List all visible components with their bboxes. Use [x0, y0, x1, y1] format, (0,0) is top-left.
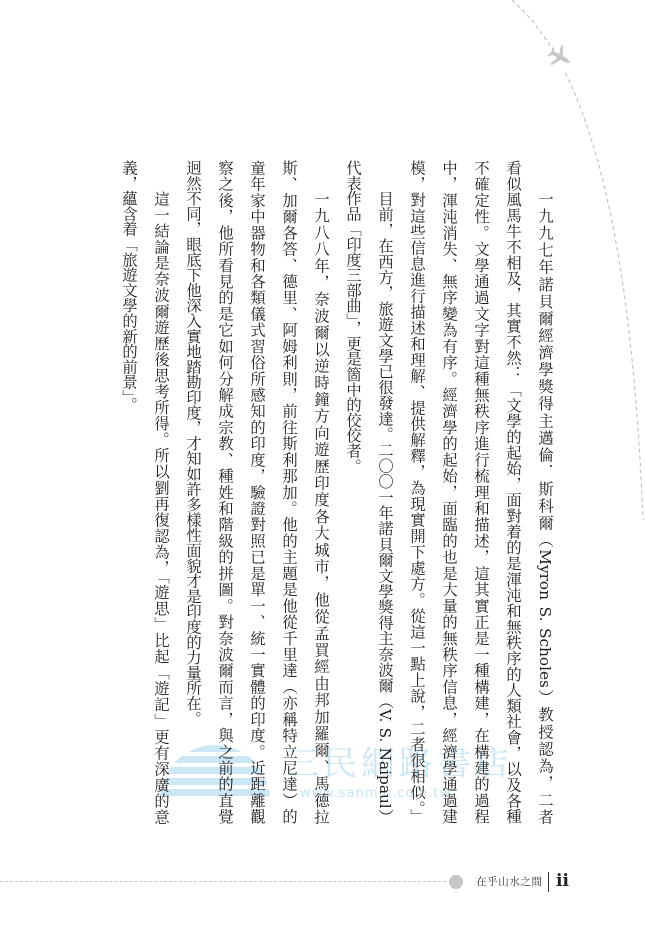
paragraph: [113, 160, 177, 824]
text-line: 代表作品「印度三部曲」，更是箇中的佼佼者。: [344, 160, 362, 474]
text-line: 童年家中器物和各類儀式習俗所感知的印度，驗證對照已是單一、統一實體的印度。近距離觀: [248, 160, 266, 824]
watermark-url: www.sanmin.com.tw: [300, 786, 452, 801]
text-line: 一九八八年，奈波爾以逆時鐘方向遊歷印度各大城市，他從孟買經由邦加羅爾、馬德拉: [312, 190, 330, 824]
airplane-icon: [541, 38, 579, 76]
text-line: 斯、加爾各答、德里、阿姆利則，前往斯利那加。他的主題是他從千里達（亦稱特立尼達）的: [280, 160, 298, 824]
text-line: 一九九七年諾貝爾經濟學獎得主邁倫．斯科爾（Myron S. Scholes）教授認為，二者: [536, 190, 554, 824]
paragraph: [401, 160, 561, 824]
text-line: 目前，在西方，旅遊文學已很發達。二〇〇一年諾貝爾文學獎得主奈波爾（V. S. Naipaul）: [376, 190, 394, 824]
text-line: 模，對這些信息進行描述和理解、提供解釋，為現實開下處方。從這一點上說，二者很相似。」: [408, 160, 426, 824]
page-number: ii: [556, 871, 569, 891]
text-line: 義，蘊含着「旅遊文學的新的前景」。: [120, 160, 138, 413]
footer-separator: [548, 872, 549, 892]
paragraph: [177, 160, 337, 824]
paragraph: [337, 160, 401, 824]
text-line: 不確定性。文學通過文字對這種無秩序進行梳理和描述，這其實正是一種構建，在構建的過程: [472, 160, 490, 824]
body-text: [113, 160, 561, 824]
text-line: 迥然不同，眼底下他深入實地踏勘印度，才知如許多樣性面貌才是印度的力量所在。: [184, 160, 202, 727]
text-line: 中，渾沌消失、無序變為有序。經濟學的起始，面臨的也是大量的無秩序信息，經濟學通過建: [440, 160, 458, 824]
text-line: 這一結論是奈波爾遊歷後思考所得。所以劉再復認為，「遊思」比起「遊記」更有深廣的意: [152, 190, 170, 824]
text-line: 察之後，他所看見的是它如何分解成宗教、種姓和階級的拼圖。對奈波爾而言，與之前的直覺: [216, 160, 234, 824]
text-line: 看似風馬牛不相及，其實不然：「文學的起始，面對着的是渾沌和無秩序的人類社會，以及各種: [504, 160, 522, 824]
watermark-store-name: 三民網路書店: [285, 744, 513, 784]
footer-circle-marker: [449, 875, 463, 889]
running-footer-book-title: 在乎山水之間: [476, 876, 543, 888]
footer-dashed-rule: [0, 881, 446, 882]
